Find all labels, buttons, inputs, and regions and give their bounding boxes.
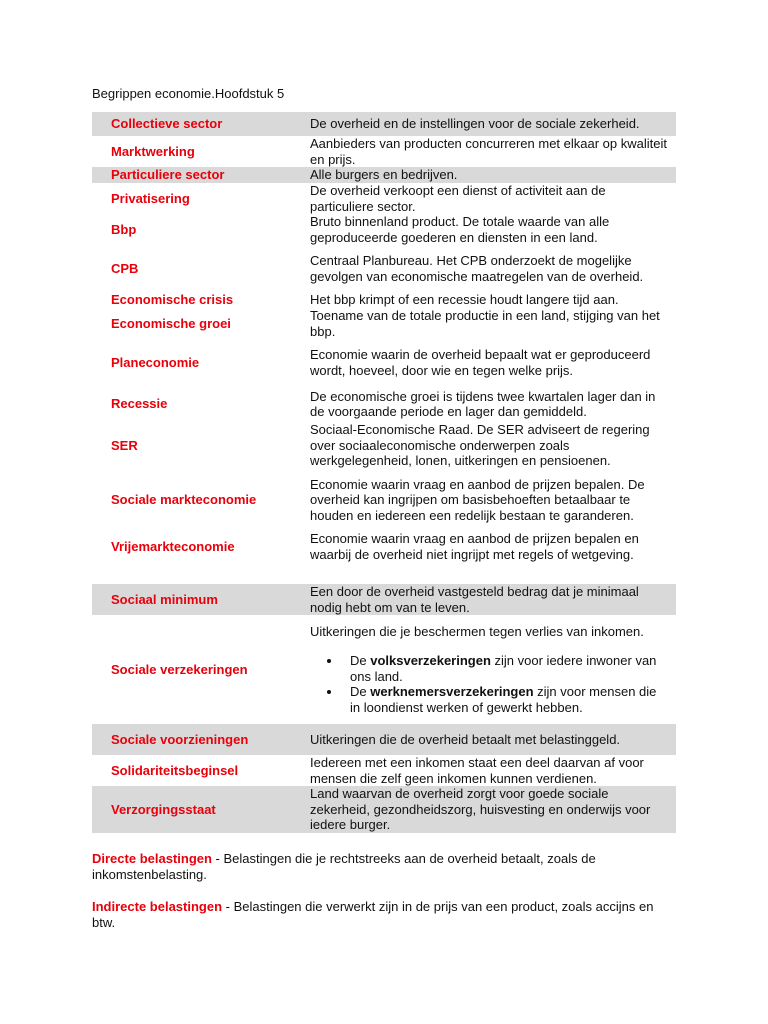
definition-cell: Bruto binnenland product. De totale waarde van alle geproduceerde goederen en diensten in een land. [310,214,610,245]
definition-cell: Economie waarin de overheid bepaalt wat er geproduceerd wordt, hoeveel, door wie en tegen welke prijs. [310,347,651,378]
term-cell: Marktwerking [111,143,195,159]
definition-cell: Economie waarin vraag en aanbod de prijzen bepalen. De overheid kan ingrijpen om basisbehoeften betaalbaar te houden en iedereen een redelijk bestaan te garanderen. [310,476,645,523]
document-title: Begrippen economie.Hoofdstuk 5 [92,86,285,101]
terms-table [92,112,676,833]
table-row [92,386,676,422]
table-row [92,531,676,562]
table-row [92,339,676,386]
definition-cell: De overheid en de instellingen voor de sociale zekerheid. [306,112,676,136]
term-cell: Particuliere sector [92,167,306,183]
term-cell: Privatisering [111,190,190,206]
definition-text: Uitkeringen die je beschermen tegen verlies van inkomen. [310,623,644,639]
table-row [92,422,676,469]
term-cell: Economische groei [111,315,231,331]
term-cell: SER [111,437,138,453]
bullet-suffix: zijn voor iedere inwoner van ons land. [350,653,657,684]
term-cell: Vrijemarkteconomie [111,538,235,554]
bullet-item [342,684,670,715]
extra-text: - Belastingen die je rechtstreeks aan de overheid betaalt, zoals de inkomstenbelasting. [92,851,596,882]
table-row [92,724,676,755]
definition-cell: Sociaal-Economische Raad. De SER adviseert de regering over sociaaleconomische onderwerpen zoals werkgelegenheid, lonen, uitkeringen en pensioenen. [310,422,650,469]
table-row [92,112,676,136]
definition-cell: Iedereen met een inkomen staat een deel daarvan af voor mensen die zelf geen inkomen kunnen verdienen. [310,755,644,786]
term-cell: Sociaal minimum [92,584,306,615]
extra-text: - Belastingen die verwerkt zijn in de prijs van een product, zoals accijns en btw. [92,899,654,930]
bullet-prefix: De [350,684,371,700]
term-cell: Recessie [111,396,168,412]
bullet-item [342,653,670,684]
table-row [92,615,676,724]
table-row [92,136,676,167]
extra-definition [92,899,676,930]
spacer-cell [306,562,676,584]
term-cell: Collectieve sector [92,112,306,136]
definition-cell: De economische groei is tijdens twee kwartalen lager dan in de voorgaande periode en lager dan gemiddeld. [310,388,656,419]
term-cell: Sociale verzekeringen [111,661,248,677]
bullet-bold-term: volksverzekeringen [370,653,491,669]
table-row [92,214,676,245]
table-spacer-row [92,562,676,584]
definition-cell: Toename van de totale productie in een land, stijging van het bbp. [310,308,660,339]
definition-cell: Het bbp krimpt of een recessie houdt langere tijd aan. [310,292,619,308]
bullet-list [310,653,670,715]
extra-definition [92,851,676,882]
definition-cell: Economie waarin vraag en aanbod de prijzen bepalen en waarbij de overheid niet ingrijpt met regels of wetgeving. [310,531,639,562]
bullet-suffix: zijn voor mensen die in loondienst werken of gewerkt hebben. [350,684,657,715]
table-row [92,245,676,292]
definition-cell: Alle burgers en bedrijven. [306,167,676,183]
bullet-prefix: De [350,653,371,669]
term-cell: Sociale markteconomie [111,492,257,508]
table-row [92,183,676,214]
term-cell: Economische crisis [111,292,234,308]
definition-cell [306,615,676,724]
extra-term: Indirecte belastingen [92,899,223,914]
table-row [92,308,676,339]
term-cell: Solidariteitsbeginsel [111,762,239,778]
bullet-bold-term: werknemersverzekeringen [370,684,534,700]
table-row [92,584,676,615]
table-row [92,167,676,183]
spacer-cell [92,562,306,584]
term-cell: Sociale voorzieningen [92,724,306,755]
definition-cell: Uitkeringen die de overheid betaalt met belastinggeld. [306,724,676,755]
table-row [92,469,676,531]
term-cell: Verzorgingsstaat [92,786,306,833]
table-row [92,786,676,833]
paragraph-gap [310,639,670,653]
definition-cell: Centraal Planbureau. Het CPB onderzoekt de mogelijke gevolgen van economische maatregelen van de overheid. [310,253,644,284]
definition-cell: Aanbieders van producten concurreren met elkaar op kwaliteit en prijs. [310,136,667,167]
definition-cell: De overheid verkoopt een dienst of activiteit aan de particuliere sector. [310,183,606,214]
definition-cell: Een door de overheid vastgesteld bedrag dat je minimaal nodig hebt om van te leven. [306,584,676,615]
term-cell: Bbp [111,221,137,237]
table-row [92,292,676,308]
term-cell: CPB [111,260,139,276]
table-row [92,755,676,786]
term-cell: Planeconomie [111,354,200,370]
definition-cell: Land waarvan de overheid zorgt voor goede sociale zekerheid, gezondheidszorg, huisvesting en onderwijs voor iedere burger. [306,786,676,833]
extra-term: Directe belastingen [92,851,212,866]
